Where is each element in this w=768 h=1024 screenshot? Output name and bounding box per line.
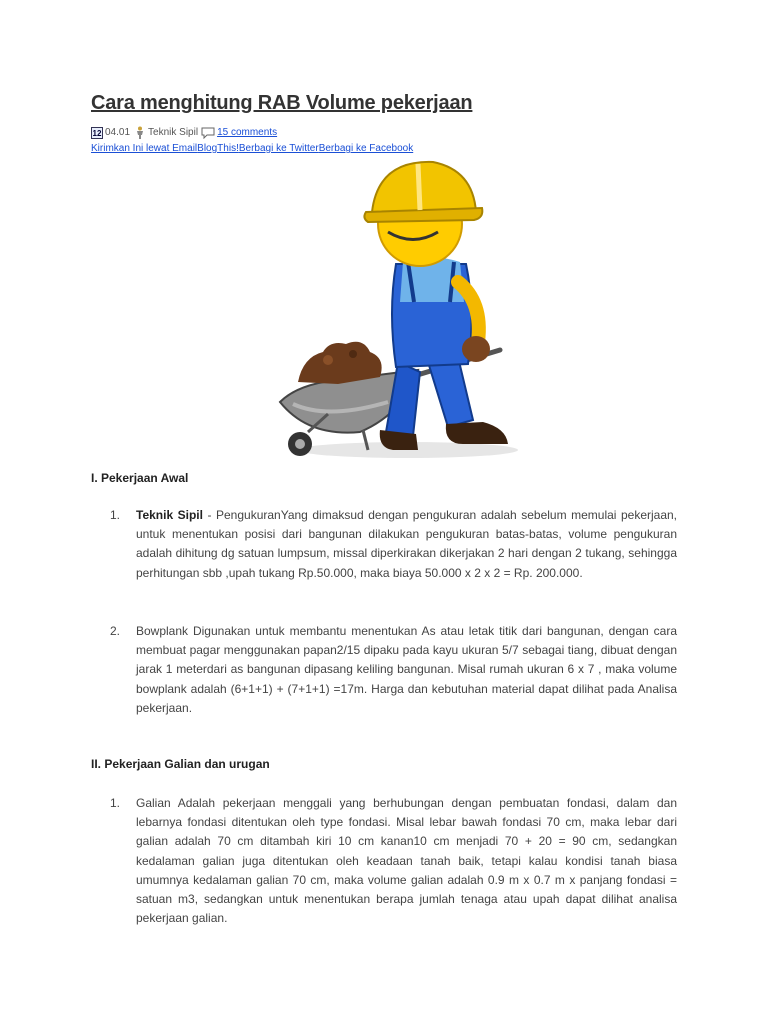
post-author[interactable]: Teknik Sipil: [148, 127, 199, 138]
list-item-body: - PengukuranYang dimaksud dengan pengukuran adalah sebelum memulai pekerjaan, untuk menentukan posisi dari bangunan dilakukan pengukuran batas-batas, volume pengukuran adalah dihitung dg satuan lumpsum, missal diperkirakan dikerjakan 2 hari dengan 2 tukang, sehingga perhitungan sbb ,upah tukang Rp.50.000, maka biaya 50.000 x 2 x 2 = Rp. 200.000.: [136, 508, 678, 580]
section-heading-galian-urugan: II. Pekerjaan Galian dan urugan: [91, 757, 270, 771]
list-number: 2.: [110, 624, 121, 638]
post-time: 04.01: [105, 127, 131, 138]
list-item-text: [136, 506, 677, 583]
post-meta: [91, 126, 277, 139]
calendar-icon: 12: [92, 128, 102, 138]
post-title[interactable]: Cara menghitung RAB Volume pekerjaan: [91, 92, 473, 114]
section-heading-pekerjaan-awal: I. Pekerjaan Awal: [91, 471, 189, 485]
list-item: [110, 506, 677, 583]
comment-bubble-icon: [201, 127, 215, 139]
list-number: 1.: [110, 508, 121, 522]
person-icon: [134, 126, 146, 139]
list-item: [110, 794, 677, 928]
list-number: 1.: [110, 796, 121, 810]
list-item-body: Galian Adalah pekerjaan menggali yang berhubungan dengan pembuatan fondasi, dalam dan lebarnya fondasi ditentukan oleh type fondasi. Misal lebar bawah fondasi 70 cm, maka lebar dari galian adalah 70 cm ditambah kiri 10 cm kanan10 cm menjadi 70 + 20 = 90 cm, sedangkan kedalaman galian juga ditentukan oleh keadaan tanah baik, tetapi kalau kondisi tanah biasa umumnya kedalaman galian 70 cm, maka volume galian adalah 0.9 m x 0.7 m x panjang fondasi = satuan m3, sedangkan untuk menentukan berapa jumlah tenaga atau upah dapat dilihat analisa pekerjaan galian.: [136, 796, 677, 926]
share-twitter-link[interactable]: Berbagi ke Twitter: [238, 143, 319, 154]
worker-wheelbarrow-image: [268, 152, 518, 462]
share-blogthis-link[interactable]: BlogThis!: [197, 143, 239, 154]
list-item-body: Bowplank Digunakan untuk membantu menentukan As atau letak titik dari bangunan, dengan cara membuat pagar menggunakan papan2/15 dipaku pada kayu ukuran 5/7 sebagai tiang, dibuat dengan jarak 1 meterdari as bangunan dipasang keliling bangunan. Misal rumah ukuran 6 x 7 , maka volume bowplank adalah (6+1+1) + (7+1+1) =17m. Harga dan kebutuhan material dapat dilihat pada Analisa pekerjaan.: [136, 624, 677, 715]
share-email-link[interactable]: Kirimkan Ini lewat Email: [91, 143, 198, 154]
comments-link[interactable]: 15 comments: [217, 127, 278, 138]
share-facebook-link[interactable]: Berbagi ke Facebook: [318, 143, 414, 154]
list-item: [110, 622, 677, 718]
list-item-bold: Teknik Sipil: [136, 508, 203, 522]
